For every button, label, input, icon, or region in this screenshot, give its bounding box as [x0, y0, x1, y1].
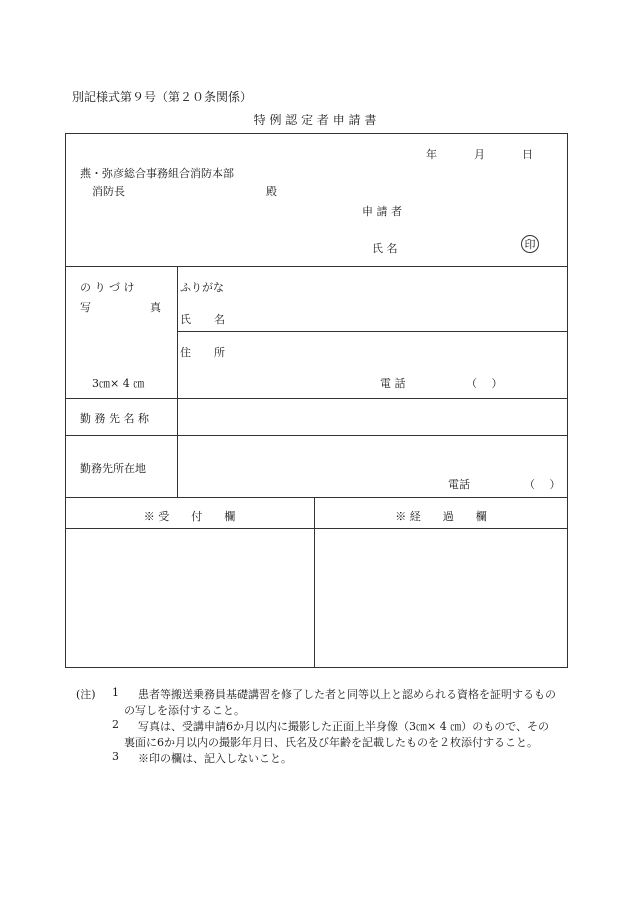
form-number: 別記様式第９号（第２０条関係） [72, 90, 253, 104]
note-text: 写真は、受講申請6か月以内に撮影した正面上半身像（3㎝× 4 ㎝）のもので、その [138, 720, 549, 733]
workplace-name-label: 勤 務 先 名 称 [80, 412, 149, 425]
photo-label-right: 真 [150, 301, 161, 314]
photo-size-label: 3㎝× 4 ㎝ [92, 377, 145, 390]
workplace-phone-label: 電話 [448, 478, 470, 491]
seal-mark: 印 [521, 235, 539, 253]
divider-photo-section [65, 398, 568, 399]
note-text: 患者等搬送乗務員基礎講習を修了した者と同等以上と認められる資格を証明するもの [138, 688, 556, 701]
date-year-label: 年 [426, 148, 437, 161]
date-month-label: 月 [474, 148, 485, 161]
recipient-organization: 燕・弥彦総合事務組合消防本部 [80, 167, 234, 180]
divider-bottom-header [65, 528, 568, 529]
divider-top-section [65, 266, 568, 267]
note-number: 1 [112, 686, 119, 699]
divider-workplace-name [65, 435, 568, 436]
note-text: 裏面に6か月以内の撮影年月日、氏名及び年齢を記載したものを２枚添付すること。 [124, 736, 538, 749]
note-number: 3 [112, 750, 119, 763]
divider-workplace-address [65, 497, 568, 498]
note-text: の写しを添付すること。 [124, 704, 245, 717]
note-text: ※印の欄は、記入しないこと。 [138, 752, 292, 765]
divider-name-address [177, 331, 568, 332]
reception-column-header: ※ 受 付 欄 [143, 510, 236, 523]
photo-paste-label: の り づ け [80, 281, 135, 294]
workplace-phone-parens: （ ） [524, 478, 561, 491]
workplace-address-label: 勤務先所在地 [80, 462, 146, 475]
phone-area-code-parens: （ ） [466, 377, 503, 390]
progress-column-header: ※ 経 過 欄 [395, 510, 487, 523]
name-label-mei: 名 [214, 313, 225, 326]
applicant-name-label: 氏 名 [372, 242, 398, 255]
furigana-label: ふりがな [180, 281, 224, 294]
date-day-label: 日 [522, 148, 533, 161]
recipient-title: 消防長 [92, 185, 125, 198]
address-label-ju: 住 [180, 346, 191, 359]
divider-label-column [177, 266, 178, 497]
note-number: 2 [112, 718, 119, 731]
photo-label-left: 写 [80, 301, 91, 314]
application-form-table [65, 133, 568, 668]
phone-label: 電 話 [380, 377, 406, 390]
honorific: 殿 [266, 185, 277, 198]
applicant-label: 申 請 者 [362, 205, 402, 218]
form-title: 特 例 認 定 者 申 請 書 [253, 113, 377, 127]
notes-marker: (注) [76, 688, 96, 701]
name-label-shi: 氏 [180, 313, 191, 326]
address-label-sho: 所 [214, 346, 225, 359]
